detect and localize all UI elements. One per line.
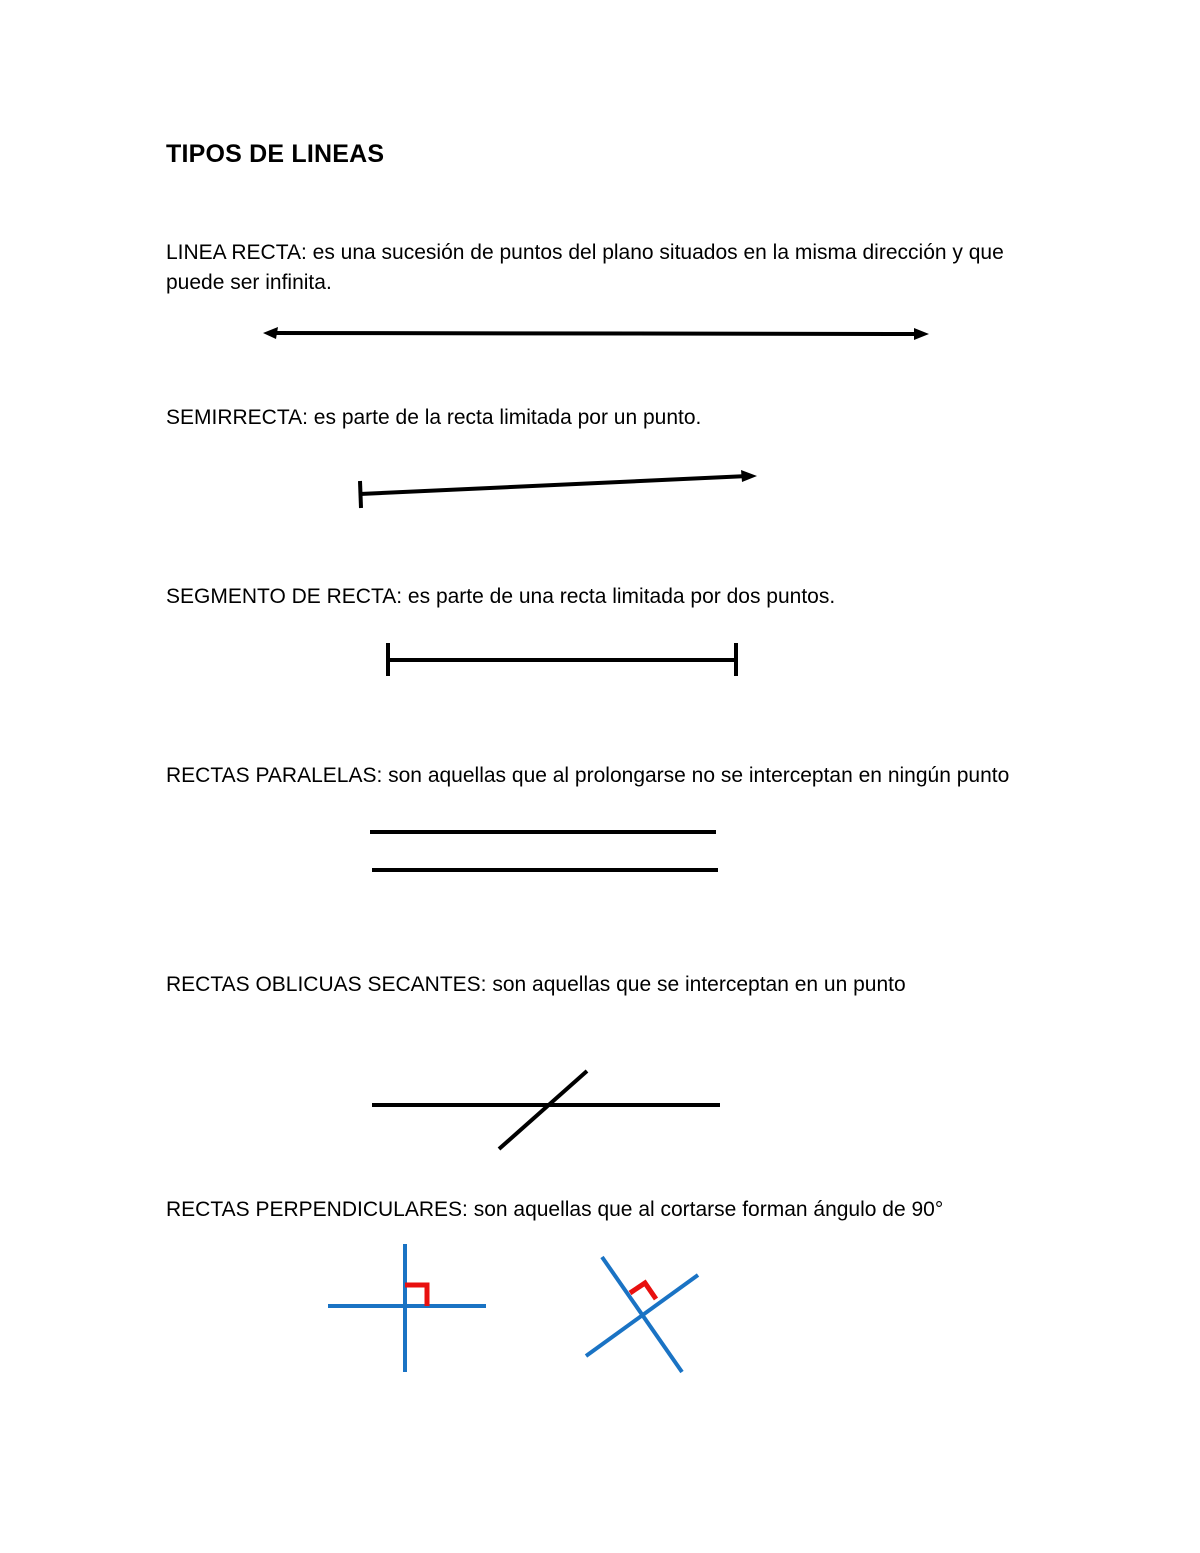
term-label: RECTAS PERPENDICULARES: [166,1198,468,1221]
ray-diagram [360,470,757,508]
definition-text: es parte de la recta limitada por un punto. [307,406,702,429]
definition-text: son aquellas que al cortarse forman ángulo de 90° [467,1198,944,1221]
perpendicular-lines-straight [328,1244,486,1372]
definition-text: es parte de una recta limitada por dos puntos. [402,585,836,608]
term-label: RECTAS OBLICUAS SECANTES: [166,973,487,996]
right-arrowhead [914,328,929,340]
secant-lines-diagram [372,1071,720,1149]
definition-text: es una sucesión de puntos del plano situados en la misma dirección y que puede ser infinita. [166,241,1004,294]
segment-diagram [388,643,736,676]
straight-line [272,333,920,334]
secant-oblique-line [499,1071,587,1149]
ray-endpoint [360,481,361,508]
definition-text: son aquellas que al prolongarse no se interceptan en ningún punto [382,764,1010,787]
right-angle-mark [630,1283,656,1299]
straight-line-diagram [263,327,929,340]
perpendicular-lines-rotated [586,1257,698,1372]
term-label: SEGMENTO DE RECTA: [166,585,403,608]
term-label: LINEA RECTA: [166,241,307,264]
right-angle-mark [405,1285,427,1306]
definition-text: son aquellas que se interceptan en un punto [486,973,906,996]
parallel-lines-diagram [370,832,718,870]
term-label: RECTAS PARALELAS: [166,764,383,787]
ray-arrowhead [741,470,757,482]
left-arrowhead [263,327,278,339]
document-title: TIPOS DE LINEAS [166,140,385,168]
term-label: SEMIRRECTA: [166,406,308,429]
ray-line [360,476,748,494]
